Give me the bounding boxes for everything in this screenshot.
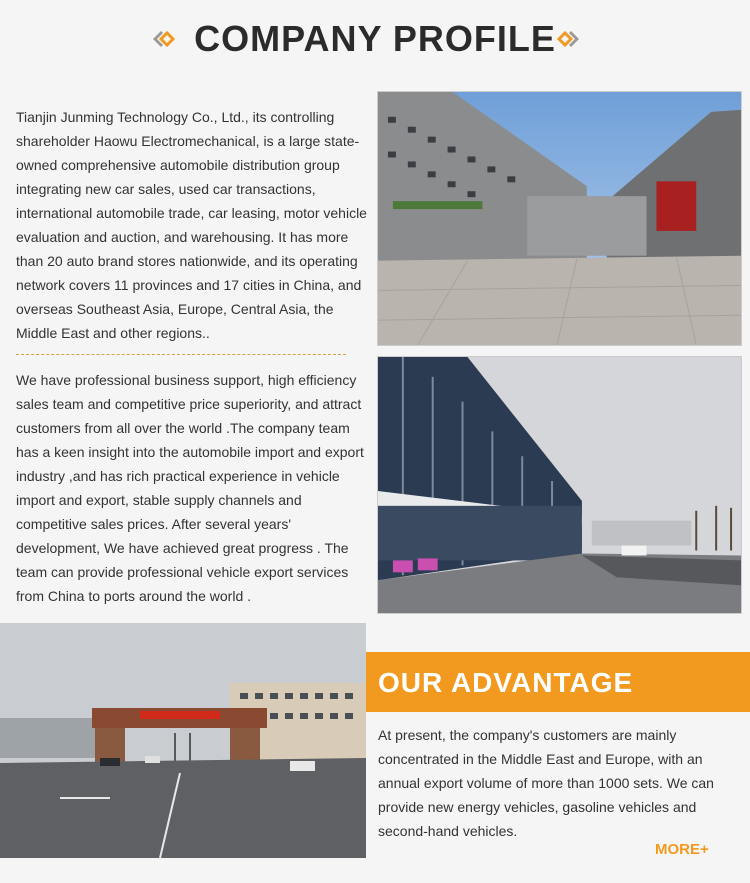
page-title: COMPANY PROFILE xyxy=(194,18,556,59)
more-link[interactable]: MORE+ xyxy=(655,841,709,858)
advantage-banner xyxy=(366,652,750,712)
profile-paragraph-1: Tianjin Junming Technology Co., Ltd., its controlling shareholder Haowu Electromechanical, is a large state-owned comprehensive automobile distribution group integrating new car sales, used car transactions, international automobile trade, car leasing, motor vehicle evaluation and auction, and warehousing. It has more than 20 auto brand stores nationwide, and its operating network covers 11 provinces and 17 cities in China, and overseas Southeast Asia, Europe, Central Asia, the Middle East and other regions.. xyxy=(16,109,367,341)
advantage-title: OUR ADVANTAGE xyxy=(378,667,634,698)
market-gate-photo xyxy=(0,623,366,858)
diamond-icon xyxy=(550,26,580,52)
advantage-paragraph: At present, the company's customers are mainly concentrated in the Middle East and Europe, with an annual export volume of more than 1000 sets. We can provide new energy vehicles, gasoline vehicles and second-hand vehicles. xyxy=(378,727,714,839)
dealership-photo xyxy=(377,356,742,614)
header xyxy=(0,0,750,80)
dashed-divider xyxy=(16,354,346,355)
office-building-photo xyxy=(377,91,742,346)
profile-paragraph-2: We have professional business support, high efficiency sales team and competitive price superiority, and attract customers from all over the world .The company team has a keen insight into the automobile import and export industry ,and has rich practical experience in vehicle import and export, stable supply channels and competitive sales prices. After several years' development, We have achieved great progress . The team can provide professional vehicle export services from China to ports around the world . xyxy=(16,372,364,604)
